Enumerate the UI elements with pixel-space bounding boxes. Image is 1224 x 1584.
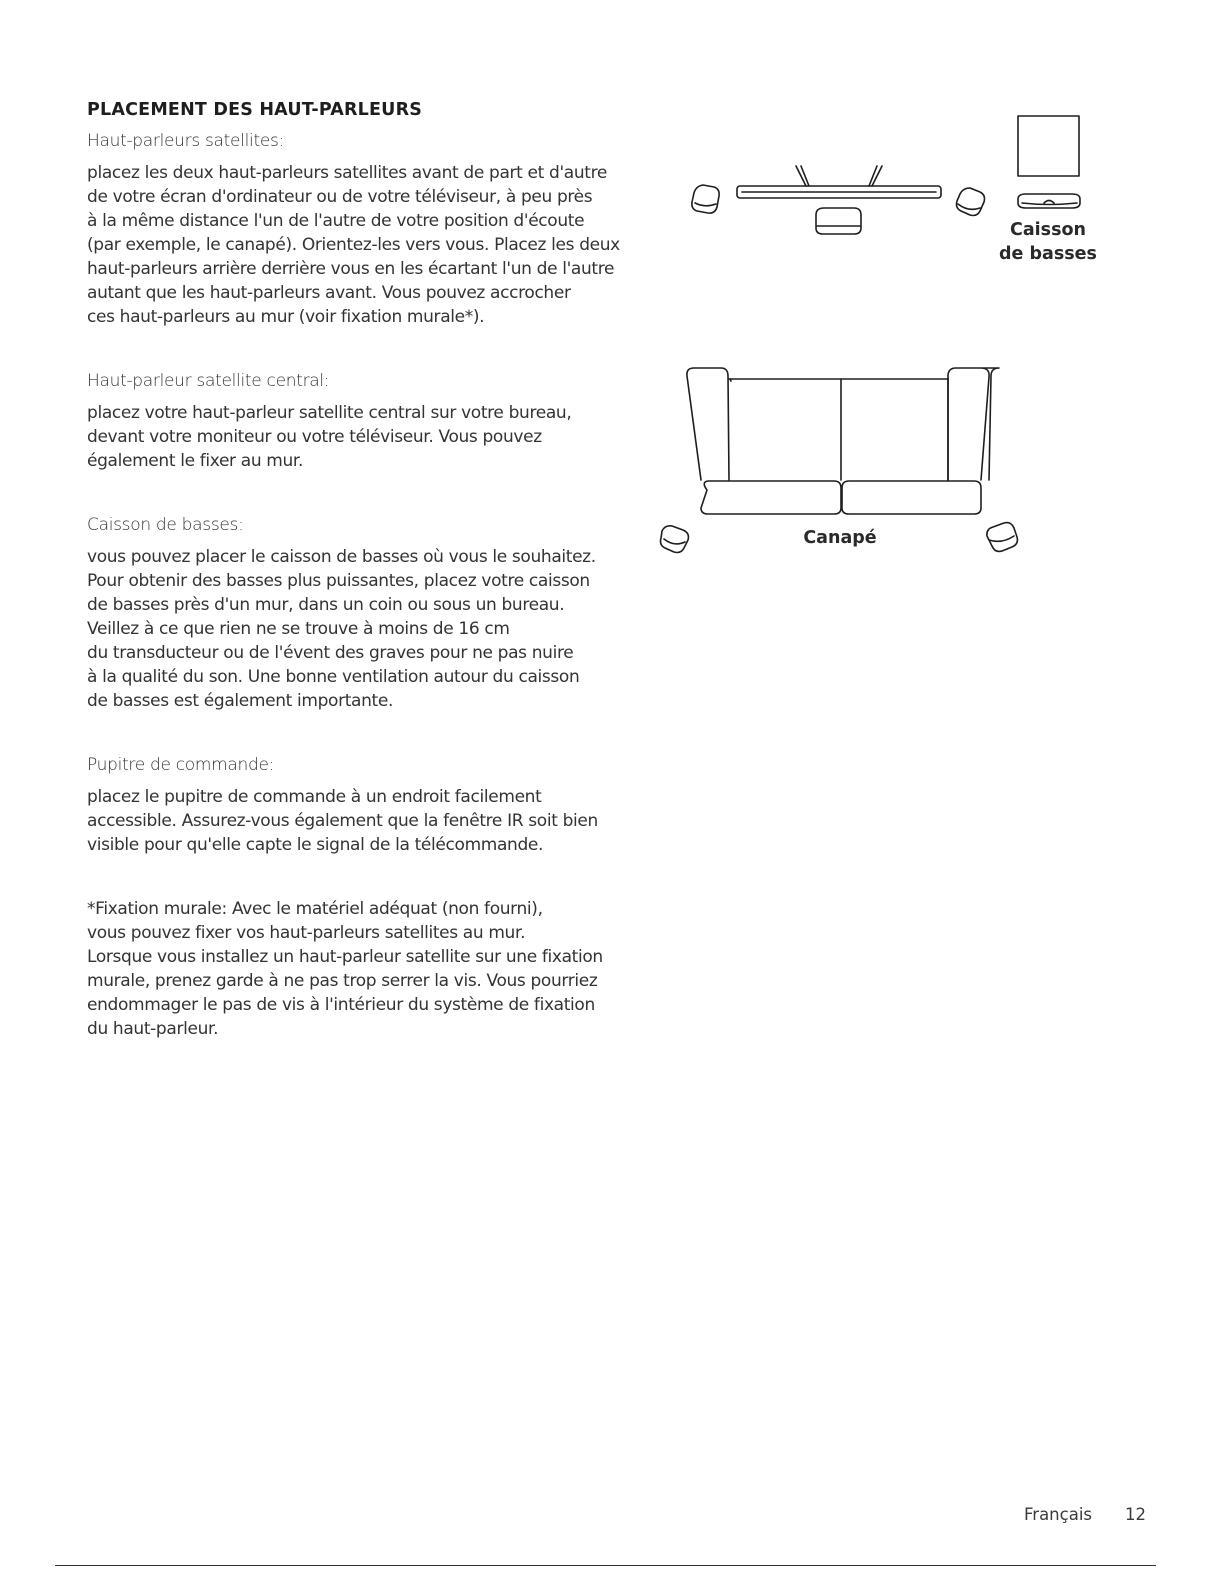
block-heading: Haut-parleurs satellites: [87, 131, 284, 151]
front-left-speaker-icon [692, 185, 719, 213]
sofa-label: Canapé [803, 528, 877, 548]
wall-mount-note: *Fixation murale: Avec le matériel adéquat (non fourni), vous pouvez fixer vos haut-parleurs satellites au mur. Lorsque vous installez un haut-parleur satellite sur une fixation murale, prenez garde à ne pas trop serrer la vis. Vous pourriez endommager le pas de vis à l'intérieur du système de fixation du haut-parleur. [87, 899, 603, 1039]
sofa-icon [687, 368, 999, 514]
rear-left-speaker-icon [661, 526, 689, 553]
block-heading: Pupitre de commande: [87, 755, 275, 775]
center-speaker-icon [816, 208, 861, 234]
subwoofer-label-line1: Caisson [1010, 220, 1086, 240]
front-right-speaker-icon [957, 188, 985, 216]
block-subwoofer [87, 513, 647, 713]
block-heading: Haut-parleur satellite central: [87, 371, 330, 391]
text-column [87, 98, 647, 1041]
tv-icon [737, 166, 941, 198]
footer-language: Français [1024, 1505, 1093, 1524]
block-text: vous pouvez placer le caisson de basses où vous le souhaitez. Pour obtenir des basses plus puissantes, placez votre caisson de basses près d'un mur, dans un coin ou sous un bureau. Veillez à ce que rien ne se trouve à moins de 16 cm du transducteur ou de l'évent des graves pour ne pas nuire à la qualité du son. Une bonne ventilation autour du caisson de basses est également importante. [87, 547, 596, 711]
speaker-placement-diagram [650, 100, 1120, 570]
block-heading: Caisson de basses: [87, 515, 244, 535]
block-text: placez votre haut-parleur satellite central sur votre bureau, devant votre moniteur ou votre téléviseur. Vous pouvez également le fixer au mur. [87, 403, 572, 471]
block-text: placez les deux haut-parleurs satellites avant de part et d'autre de votre écran d'ordinateur ou de votre téléviseur, à peu près à la même distance l'un de l'autre de votre position d'écoute (par exemple, le canapé). Orientez-les vers vous. Placez les deux haut-parleurs arrière derrière vous en les écartant l'un de l'autre autant que les haut-parleurs avant. Vous pouvez accrocher ces haut-parleurs au mur (voir fixation murale*). [87, 163, 620, 327]
section-title: PLACEMENT DES HAUT-PARLEURS [87, 100, 423, 120]
rear-right-speaker-icon [987, 523, 1018, 552]
subwoofer-icon [1018, 116, 1080, 208]
block-satellites [87, 129, 647, 329]
footer-rule [55, 1565, 1156, 1566]
block-center [87, 369, 647, 473]
page-number: 12 [1125, 1505, 1146, 1524]
subwoofer-label-line2: de basses [999, 244, 1097, 264]
block-text: placez le pupitre de commande à un endroit facilement accessible. Assurez-vous également que la fenêtre IR soit bien visible pour qu'elle capte le signal de la télécommande. [87, 787, 598, 855]
block-control-pod [87, 753, 647, 857]
